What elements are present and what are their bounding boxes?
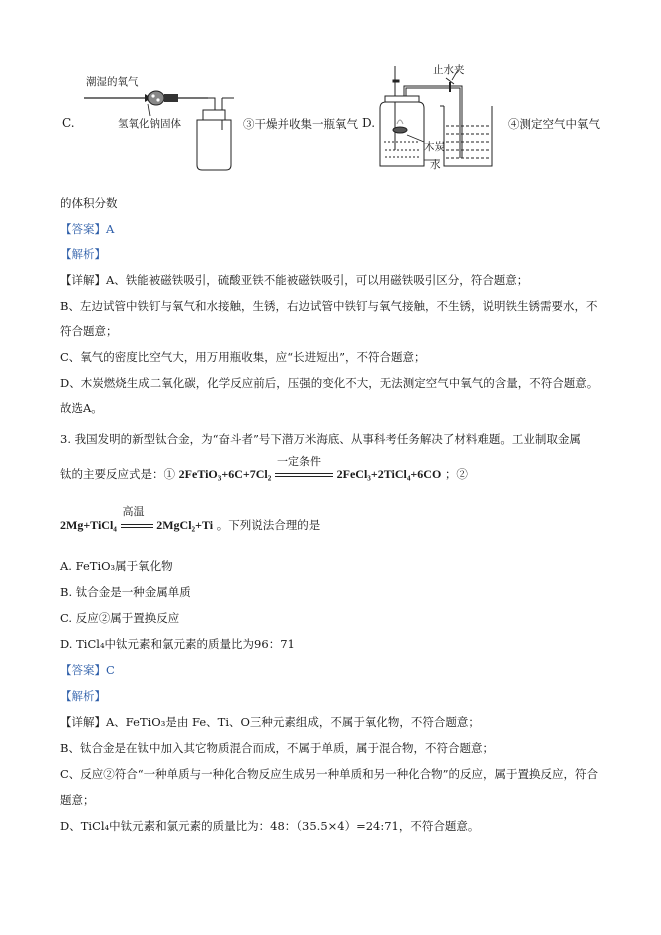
analysis-label: 【解析】 — [60, 689, 106, 703]
equation-1-tail: ；② — [444, 467, 468, 481]
equation-2-left: 2Mg+TiCl₄ — [60, 518, 117, 532]
option-d-label: D. — [362, 116, 376, 130]
combustion-bottle-icon — [380, 66, 424, 166]
water-beaker-icon — [440, 106, 492, 166]
explanation-line: 【详解】A、铁能被磁铁吸引，硫酸亚铁不能被磁铁吸引，可以用磁铁吸引区分，符合题意； — [60, 273, 529, 287]
explanation-line: B、钛合金是在钛中加入其它物质混合而成，不属于单质，属于混合物，不符合题意； — [60, 741, 494, 755]
conclusion-line: 故选A。 — [60, 401, 103, 415]
equation-2-line — [60, 505, 321, 533]
option-d: D. TiCl₄中钛元素和氯元素的质量比为96：71 — [60, 637, 295, 651]
option-a: A. FeTiO₃属于氧化物 — [60, 559, 173, 573]
option-d-caption: ④测定空气中氧气 — [508, 117, 600, 131]
question-3-prompt: 。下列说法合理的是 — [216, 518, 321, 532]
equation-1-arrow — [275, 455, 333, 481]
equation-2-condition: 高温 — [122, 505, 145, 518]
option-b: B. 钛合金是一种金属单质 — [60, 585, 191, 599]
equation-1-right: 2FeCl₃+2TiCl₄+6CO — [336, 467, 442, 481]
equation-1-line — [60, 455, 468, 482]
naoh-solid-label: 氢氧化钠固体 — [118, 118, 181, 130]
answer-label: 【答案】C — [60, 663, 115, 677]
explanation-line: D、TiCl₄中钛元素和氯元素的质量比为：48：（35.5×4）=24:71，不符合题意。 — [60, 819, 480, 833]
explanation-line: B、左边试管中铁钉与氧气和水接触，生锈，右边试管中铁钉与氧气接触，不生锈，说明铁生锈需要水，不 — [60, 299, 598, 313]
charcoal-label: 木炭 — [424, 141, 445, 153]
question-3-lead: 钛的主要反应式是：① — [60, 467, 175, 481]
explanation-line: C、氧气的密度比空气大，用万用瓶收集，应“长进短出”，不符合题意； — [60, 350, 426, 364]
analysis-label: 【解析】 — [60, 247, 106, 261]
equation-1-left: 2FeTiO₃+6C+7Cl₂ — [178, 467, 272, 481]
experiment-figure — [0, 60, 661, 185]
equation-2-arrow — [121, 505, 153, 532]
explanation-line: C、反应②符合“一种单质与一种化合物反应生成另一种单质和另一种化合物”的反应，属于置换反应，符合 — [60, 767, 599, 781]
option-c-caption: ③干燥并收集一瓶氧气 — [243, 117, 358, 131]
drying-tube-icon — [84, 91, 208, 105]
explanation-line: 符合题意； — [60, 324, 118, 338]
wet-oxygen-label: 潮湿的氧气 — [86, 76, 139, 88]
clip-label: 止水夹 — [433, 64, 465, 76]
explanation-line: 题意； — [60, 793, 95, 807]
option-c: C. 反应②属于置换反应 — [60, 611, 180, 625]
explanation-line: 【详解】A、FeTiO₃是由 Fe、Ti、O三种元素组成，不属于氧化物，不符合题意； — [60, 715, 480, 729]
option-c-label: C. — [62, 116, 75, 130]
answer-label: 【答案】A — [60, 222, 115, 236]
water-label: 水 — [430, 159, 441, 171]
equation-1-condition: 一定条件 — [276, 455, 321, 468]
equation-2-right: 2MgCl₂+Ti — [156, 518, 214, 532]
gas-bottle-c-icon — [197, 98, 234, 170]
question-3-stem: 3. 我国发明的新型钛合金，为“奋斗者”号下潜万米海底、从事科考任务解决了材料难题。工业制取金属 — [60, 432, 581, 446]
explanation-line: D、木炭燃烧生成二氧化碳，化学反应前后，压强的变化不大，无法测定空气中氧气的含量，不符合题意。 — [60, 376, 599, 390]
text-line: 的体积分数 — [60, 196, 118, 210]
